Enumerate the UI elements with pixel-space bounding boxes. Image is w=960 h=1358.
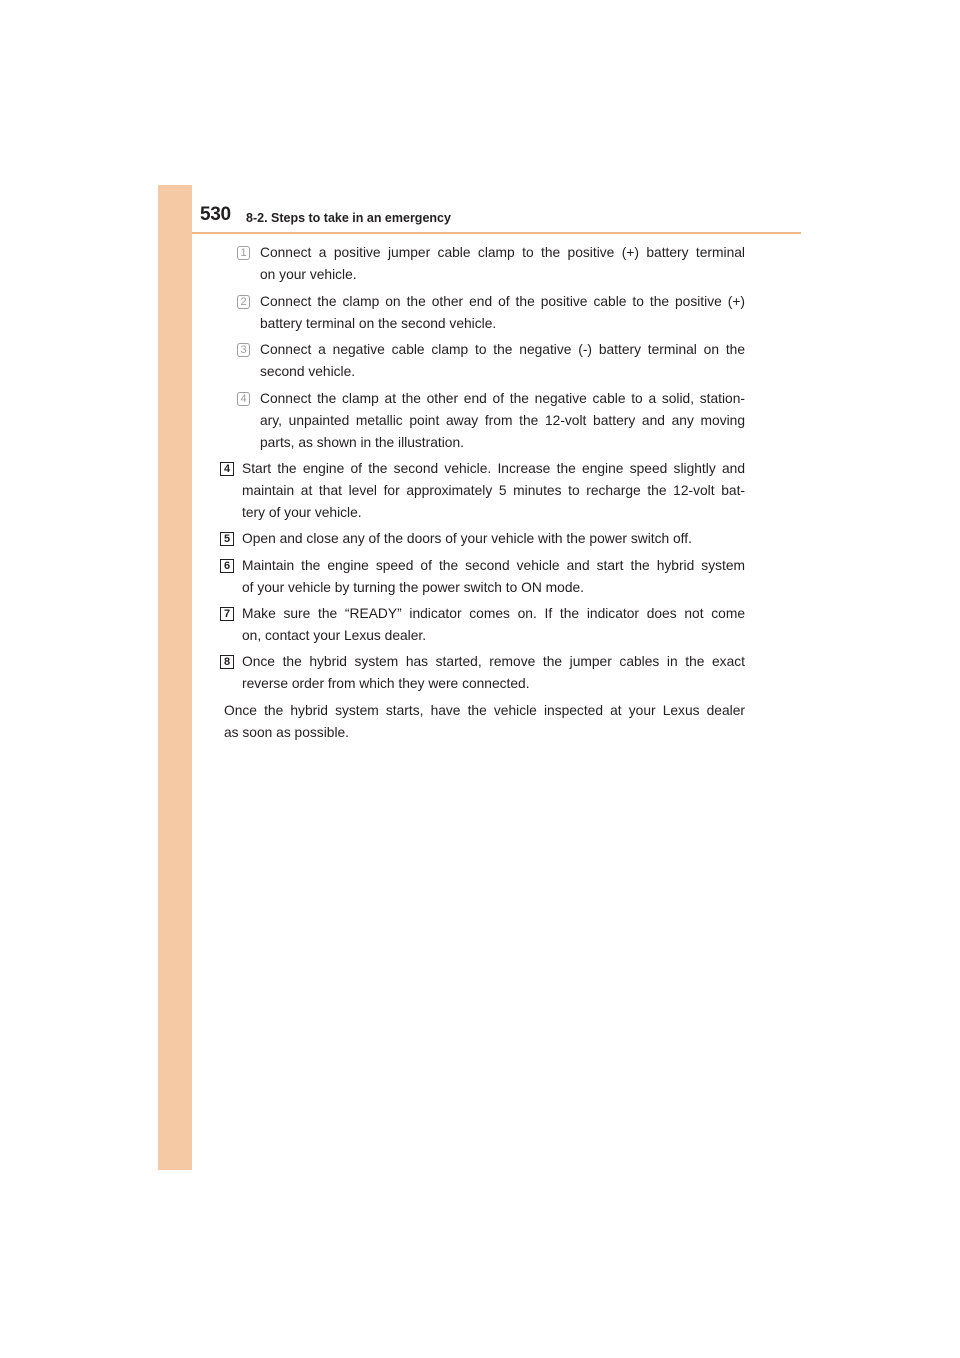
substep-marker: 4 xyxy=(237,392,250,406)
step-text-line: on, contact your Lexus dealer. xyxy=(242,628,427,643)
step-text-line: Once the hybrid system has started, remove the jumper cables in the exact xyxy=(242,654,745,669)
step-marker: 4 xyxy=(220,462,234,476)
substep-text-line: on your vehicle. xyxy=(260,267,357,282)
step-text-line: reverse order from which they were connected. xyxy=(242,676,530,691)
substep-text-line: Connect the clamp on the other end of the positive cable to the positive (+) xyxy=(260,294,745,309)
substep-text-line: Connect the clamp at the other end of the negative cable to a solid, station- xyxy=(260,391,745,406)
step-text-line: Open and close any of the doors of your vehicle with the power switch off. xyxy=(242,531,692,546)
step-text-line: maintain at that level for approximately 5 minutes to recharge the 12-volt bat- xyxy=(242,483,745,498)
header-rule xyxy=(192,232,801,234)
step-text-line: Maintain the engine speed of the second vehicle and start the hybrid system xyxy=(242,558,745,573)
substep-text-line: Connect a negative cable clamp to the negative (-) battery terminal on the xyxy=(260,342,745,357)
substep-text-line: battery terminal on the second vehicle. xyxy=(260,316,497,331)
step-text-line: Make sure the “READY” indicator comes on. If the indicator does not come xyxy=(242,606,745,621)
step-text-line: Start the engine of the second vehicle. Increase the engine speed slightly and xyxy=(242,461,745,476)
page-number: 530 xyxy=(200,204,231,225)
closing-paragraph-line: Once the hybrid system starts, have the vehicle inspected at your Lexus dealer xyxy=(224,703,745,718)
step-marker: 6 xyxy=(220,559,234,573)
substep-text-line: ary, unpainted metallic point away from the 12-volt battery and any moving xyxy=(260,413,745,428)
substep-text-line: second vehicle. xyxy=(260,364,356,379)
substep-marker: 3 xyxy=(237,343,250,357)
substep-marker: 2 xyxy=(237,295,250,309)
step-marker: 7 xyxy=(220,607,234,621)
step-text-line: tery of your vehicle. xyxy=(242,505,362,520)
step-marker: 8 xyxy=(220,655,234,669)
substep-marker: 1 xyxy=(237,246,250,260)
side-tab-band xyxy=(158,185,192,1170)
substep-text-line: Connect a positive jumper cable clamp to the positive (+) battery terminal xyxy=(260,245,745,260)
section-title: 8-2. Steps to take in an emergency xyxy=(246,211,451,225)
step-marker: 5 xyxy=(220,532,234,546)
closing-paragraph-line: as soon as possible. xyxy=(224,725,350,740)
substep-text-line: parts, as shown in the illustration. xyxy=(260,435,464,450)
step-text-line: of your vehicle by turning the power switch to ON mode. xyxy=(242,580,585,595)
